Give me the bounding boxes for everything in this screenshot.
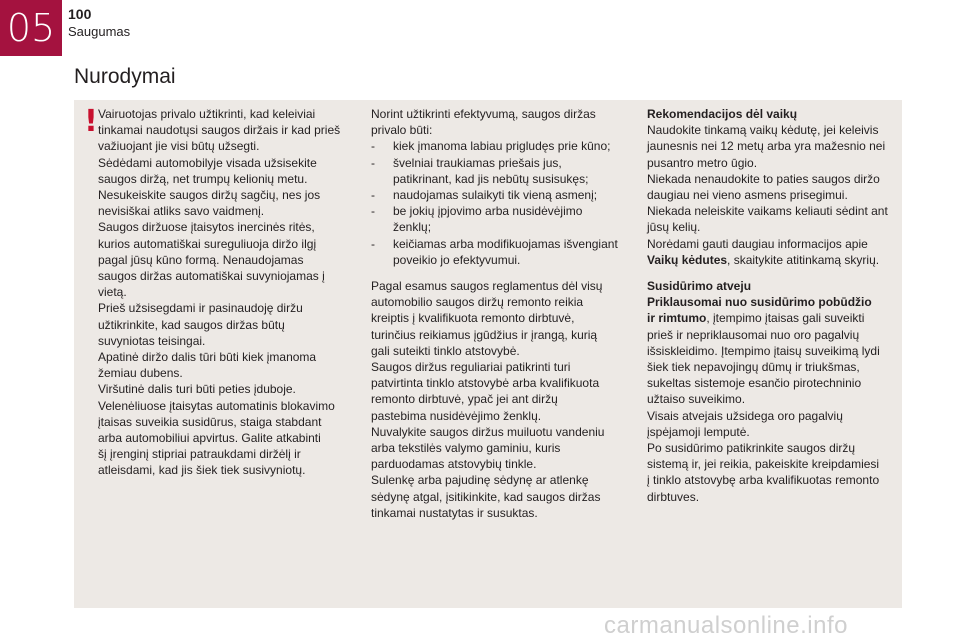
- text-line: patvirtinta tinklo atstovybė arba kvalifikuota: [371, 376, 600, 391]
- kids-heading: Rekomendacijos dėl vaikų: [647, 107, 798, 121]
- text-line: vietą.: [98, 285, 127, 300]
- list-item-text: [393, 138, 633, 154]
- page-number: 100: [68, 6, 92, 22]
- chapter-tab: 05: [0, 0, 62, 56]
- text-line: Sulenkę arba pajudinę sėdynę ar atlenkę: [371, 473, 589, 488]
- impact-bold-line: Priklausomai nuo susidūrimo pobūdžio: [647, 295, 872, 310]
- text-line: Prieš užsisegdami ir pasinaudoję diržu: [98, 301, 303, 316]
- text-line: arba tekstilės valymo gaminiu, kuris: [371, 441, 561, 456]
- text-line: sistemą ir, jei reikia, pakeiskite kreipdamiesi: [647, 457, 880, 472]
- text-line: tinkamai naudotųsi saugos diržais ir kad prieš: [98, 123, 341, 138]
- list-item-line: švelniai traukiamas priešais jus,: [393, 155, 562, 170]
- text-line: turinčius reikiamus įgūdžius ir įrangą, kurią: [371, 327, 598, 342]
- text-line: jaunesnis nei 12 metų arba yra mažesnio nei: [647, 139, 886, 154]
- text-line: arba automobiliui apvirtus. Galite atkabinti: [98, 431, 321, 446]
- list-item-text: [393, 236, 633, 268]
- text-line: Nesukeiskite saugos diržų sagčių, nes jos: [98, 188, 321, 203]
- list-dash: -: [371, 236, 375, 251]
- text-line: prieš ir nepriklausomai nuo oro pagalvių: [647, 327, 860, 342]
- list-item: [371, 138, 633, 154]
- list-item: [371, 187, 633, 203]
- kids-reference: [647, 252, 899, 268]
- text-line: saugos diržas automatiškai suvyniojamas į: [98, 269, 325, 284]
- kids-reference-bold: Vaikų kėdutes: [647, 252, 728, 267]
- text-line: į tinklo atstovybę arba kvalifikuotas remonto: [647, 473, 880, 488]
- list-item-line: kiek įmanoma labiau prigludęs prie kūno;: [393, 139, 611, 154]
- text-line: įtaisas suveikia susidūrus, staiga stabdant: [98, 414, 322, 429]
- text-line: remonto dirbtuvė, ypač jei ant diržų: [371, 392, 558, 407]
- text-line: Po susidūrimo patikrinkite saugos diržų: [647, 441, 856, 456]
- paragraph-gap: [647, 268, 899, 278]
- text-line: Saugos diržuose įtaisytos inercinės ritės,: [98, 220, 315, 235]
- list-item-line: be jokių įpjovimo arba nusidėvėjimo: [393, 204, 583, 219]
- text-line: šiek tiek nepavojingų dūmų ir triukšmas,: [647, 360, 860, 375]
- column-3: [647, 106, 899, 505]
- text-line: Visais atvejais užsidega oro pagalvių: [647, 408, 843, 423]
- exclamation-icon: !: [84, 104, 98, 139]
- paragraph-gap: [371, 268, 633, 278]
- text-line: Nuvalykite saugos diržus muiluotu vandeniu: [371, 424, 605, 439]
- watermark: carmanualsonline.info: [604, 612, 848, 639]
- list-item-line: poveikio jo efektyvumui.: [393, 252, 521, 267]
- list-dash: -: [371, 155, 375, 170]
- list-item-text: [393, 155, 633, 187]
- text-line: užtikrinkite, kad saugos diržas būtų: [98, 317, 285, 332]
- text-line: sėdynę atgal, įsitikinkite, kad saugos diržas: [371, 489, 601, 504]
- list-dash: -: [371, 188, 375, 203]
- text-line: Norėdami gauti daugiau informacijos apie: [647, 236, 868, 251]
- text-line: gali suteikti tinklo atstovybė.: [371, 343, 520, 358]
- text-line: saugos diržą, net trumpų kelionių metu.: [98, 171, 308, 186]
- impact-mixed-line: [647, 310, 899, 326]
- text-line: Niekada neleiskite vaikams keliauti sėdint ant: [647, 204, 888, 219]
- list-item-line: ženklų;: [393, 220, 432, 235]
- list-item-text: [393, 187, 633, 203]
- list-item: [371, 236, 633, 268]
- text-line: Niekada nenaudokite to paties saugos diržo: [647, 171, 880, 186]
- text-line: kreiptis į kvalifikuota remonto dirbtuvė,: [371, 311, 575, 326]
- kids-reference-rest: , skaitykite atitinkamą skyrių.: [727, 252, 880, 267]
- text-line: dirbtuves.: [647, 489, 700, 504]
- intro-line: privalo būti:: [371, 123, 433, 138]
- text-line: jūsų kelių.: [647, 220, 701, 235]
- list-item: [371, 155, 633, 187]
- text-line: Sėdėdami automobilyje visada užsisekite: [98, 155, 317, 170]
- text-line: Viršutinė dalis turi būti peties įduboje.: [98, 382, 296, 397]
- text-line: pagal jūsų kūno formą. Nenaudojamas: [98, 252, 304, 267]
- text-line: automobilio saugos diržų remonto reikia: [371, 295, 584, 310]
- page-title: Nurodymai: [74, 65, 176, 88]
- text-line: pusantro metro ūgio.: [647, 155, 758, 170]
- impact-heading: Susidūrimo atveju: [647, 279, 752, 294]
- list-item: [371, 203, 633, 235]
- text-line: važiuojant jie visi būtų užsegti.: [98, 139, 260, 154]
- text-line: šį įrenginį stipriai patraukdami diržėlį ir: [98, 447, 301, 462]
- text-line: pastebima nusidėvėjimo ženklų.: [371, 408, 542, 423]
- text-line: Velenėliuose įtaisytas automatinis blokavimo: [98, 398, 335, 413]
- list-item-line: keičiamas arba modifikuojamas išvengiant: [393, 236, 618, 251]
- text-line: Vairuotojas privalo užtikrinti, kad keleiviai: [98, 107, 316, 121]
- text-line: Pagal esamus saugos reglamentus dėl visų: [371, 279, 603, 294]
- text-line: daugiau nei vieno asmens prisegimui.: [647, 188, 848, 203]
- intro-line: Norint užtikrinti efektyvumą, saugos diržas: [371, 107, 596, 121]
- list-dash: -: [371, 139, 375, 154]
- list-item-line: naudojamas sulaikyti tik vieną asmenį;: [393, 188, 598, 203]
- text-line: užtaiso suveikimo.: [647, 392, 746, 407]
- text-line: Apatinė diržo dalis tūri būti kiek įmanoma: [98, 350, 317, 365]
- text-line: suvyniotas teisingai.: [98, 333, 206, 348]
- text-line: išsiskleidimo. Įtempimo įtaisų suveikimą lydi: [647, 343, 880, 358]
- text-line: sukeltas sistemoje esančio pirotechninio: [647, 376, 862, 391]
- text-line: Saugos diržus reguliariai patikrinti turi: [371, 360, 571, 375]
- text-line: žemiau dubens.: [98, 366, 183, 381]
- list-dash: -: [371, 204, 375, 219]
- text-line: atleisdami, kad jis šiek tiek susivyniotų.: [98, 463, 306, 478]
- impact-bold-part: ir rimtumo: [647, 311, 707, 326]
- column-1: [98, 106, 360, 479]
- text-line: Naudokite tinkamą vaikų kėdutę, jei keleivis: [647, 123, 879, 138]
- column-2: [371, 106, 633, 521]
- list-item-text: [393, 203, 633, 235]
- text-line: kurios automatiškai sureguliuoja diržo ilgį: [98, 236, 317, 251]
- text-line: nevisiškai atliks savo vaidmenį.: [98, 204, 265, 219]
- text-line: parduodamas atstovybių tinkle.: [371, 457, 537, 472]
- impact-rest-part: , įtempimo įtaisas gali suveikti: [706, 311, 865, 326]
- list-item-line: patikrinant, kad jis nebūtų susisukęs;: [393, 171, 589, 186]
- text-line: tinkamai nustatytas ir susuktas.: [371, 505, 538, 520]
- section-name: Saugumas: [68, 24, 131, 39]
- text-line: įspėjamoji lemputė.: [647, 424, 750, 439]
